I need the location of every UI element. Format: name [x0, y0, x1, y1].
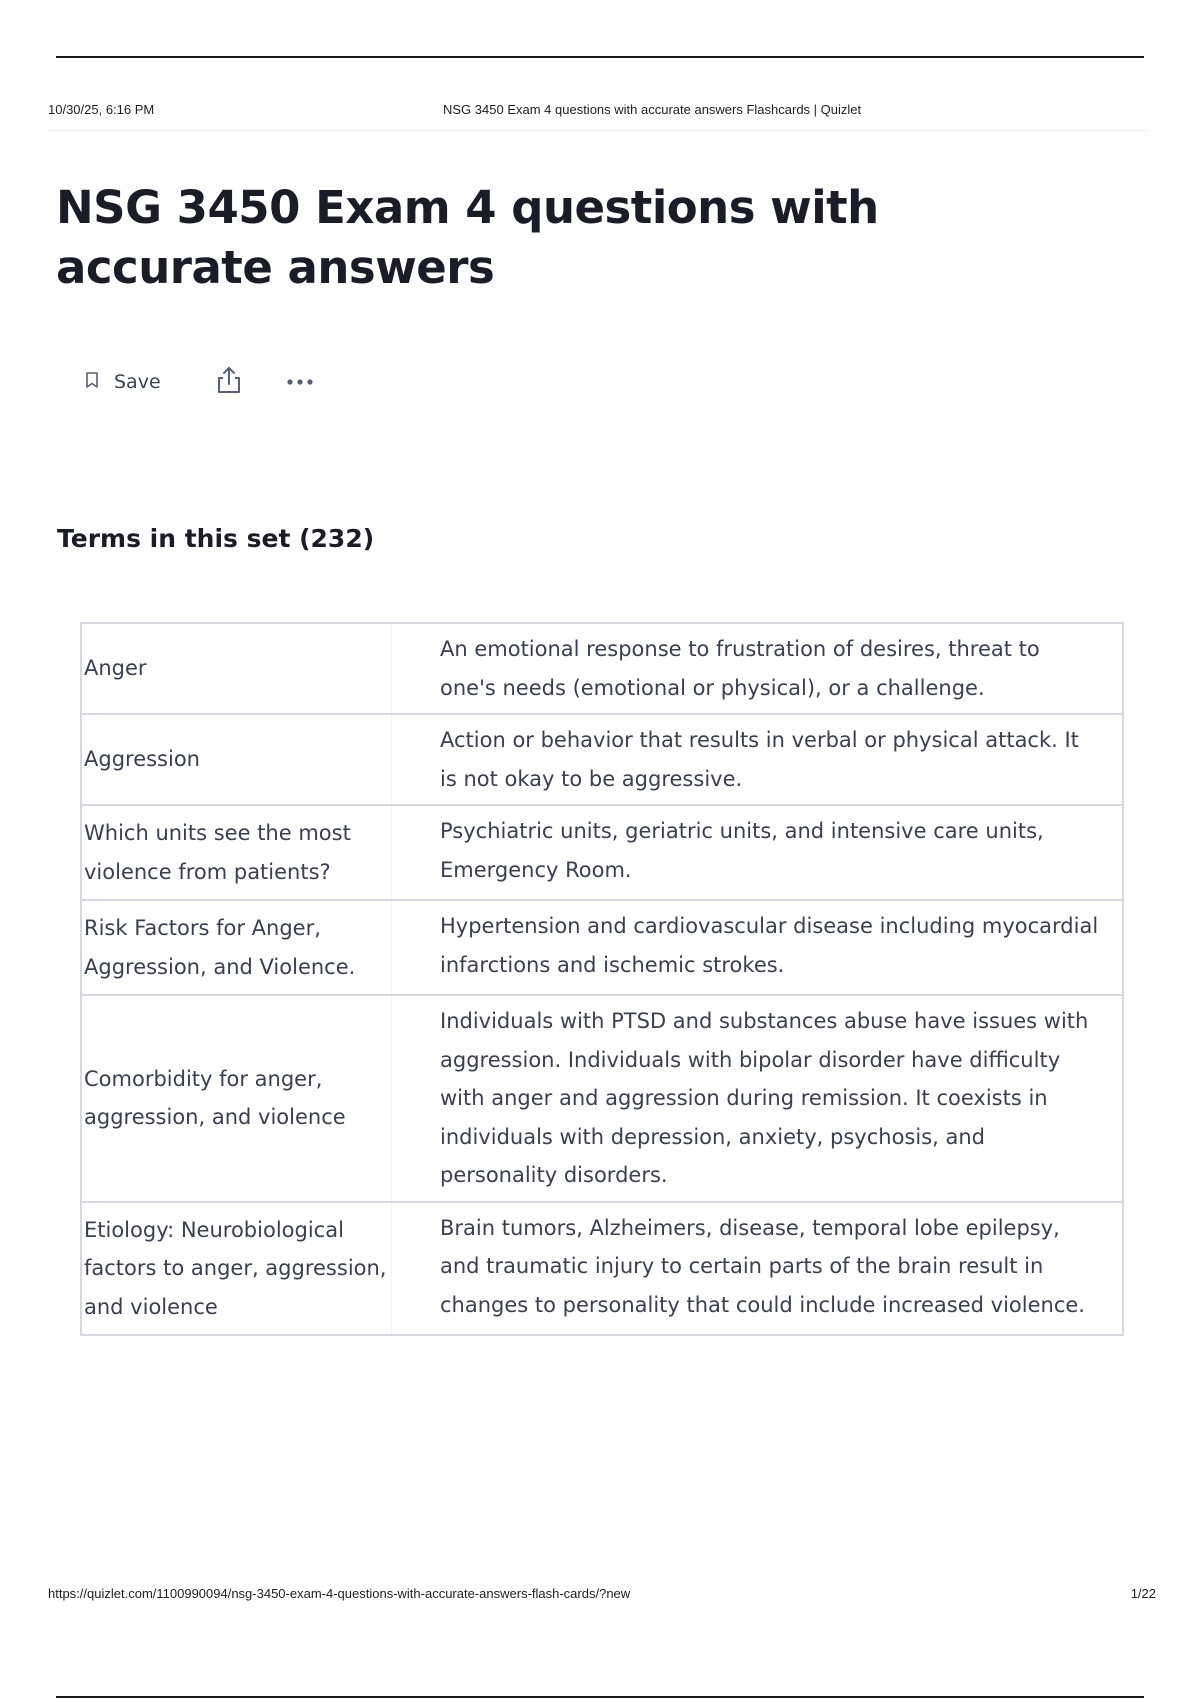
share-icon — [215, 364, 243, 400]
terms-heading: Terms in this set (232) — [57, 524, 375, 553]
save-label: Save — [114, 371, 161, 393]
definition-cell: Psychiatric units, geriatric units, and intensive care units, Emergency Room. — [440, 819, 1044, 882]
page-url: https://quizlet.com/1100990094/nsg-3450-exam-4-questions-with-accurate-answers-flash-cards/?new — [48, 1586, 631, 1601]
bookmark-icon — [84, 371, 100, 393]
definition-cell: An emotional response to frustration of desires, threat to one's needs (emotional or physical), or a challenge. — [440, 637, 1040, 700]
term-cell: Comorbidity for anger, aggression, and violence — [82, 996, 392, 1201]
term-row — [82, 806, 1122, 901]
print-footer — [48, 1586, 1156, 1610]
print-datetime: 10/30/25, 6:16 PM — [48, 102, 155, 117]
set-actions-toolbar — [84, 364, 317, 400]
term-row — [82, 715, 1122, 806]
definition-cell: Individuals with PTSD and substances abuse have issues with aggression. Individuals with bipolar disorder have difficulty with anger and aggression during remission. It coexists in individuals with depression, anxiety, psychosis, and personality disorders. — [440, 1009, 1089, 1187]
term-row — [82, 996, 1122, 1203]
top-rule — [56, 56, 1144, 58]
term-row — [82, 901, 1122, 996]
share-button[interactable] — [215, 366, 243, 398]
definition-cell: Action or behavior that results in verbal or physical attack. It is not okay to be aggressive. — [440, 728, 1079, 791]
header-divider — [48, 130, 1148, 131]
more-horizontal-icon — [285, 373, 317, 392]
page-title: NSG 3450 Exam 4 questions with accurate answers — [56, 181, 879, 294]
save-button[interactable] — [84, 371, 161, 393]
bottom-rule — [56, 1696, 1144, 1698]
term-cell: Which units see the most violence from patients? — [82, 806, 392, 899]
terms-table — [80, 622, 1124, 1336]
term-cell: Risk Factors for Anger, Aggression, and Violence. — [82, 901, 392, 994]
page-number: 1/22 — [1130, 1586, 1156, 1601]
more-options-button[interactable] — [285, 366, 317, 398]
print-header — [48, 102, 1148, 130]
term-row — [82, 1203, 1122, 1337]
definition-cell: Brain tumors, Alzheimers, disease, temporal lobe epilepsy, and traumatic injury to certain parts of the brain result in changes to personality that could include increased violence. — [440, 1215, 1085, 1317]
print-doc-title: NSG 3450 Exam 4 questions with accurate answers Flashcards | Quizlet — [443, 102, 862, 117]
term-cell: Anger — [82, 624, 392, 713]
term-cell: Aggression — [82, 715, 392, 804]
term-cell: Etiology: Neurobiological factors to anger, aggression, and violence — [82, 1203, 392, 1335]
definition-cell: Hypertension and cardiovascular disease including myocardial infarctions and ischemic strokes. — [440, 914, 1099, 977]
term-row — [82, 624, 1122, 715]
